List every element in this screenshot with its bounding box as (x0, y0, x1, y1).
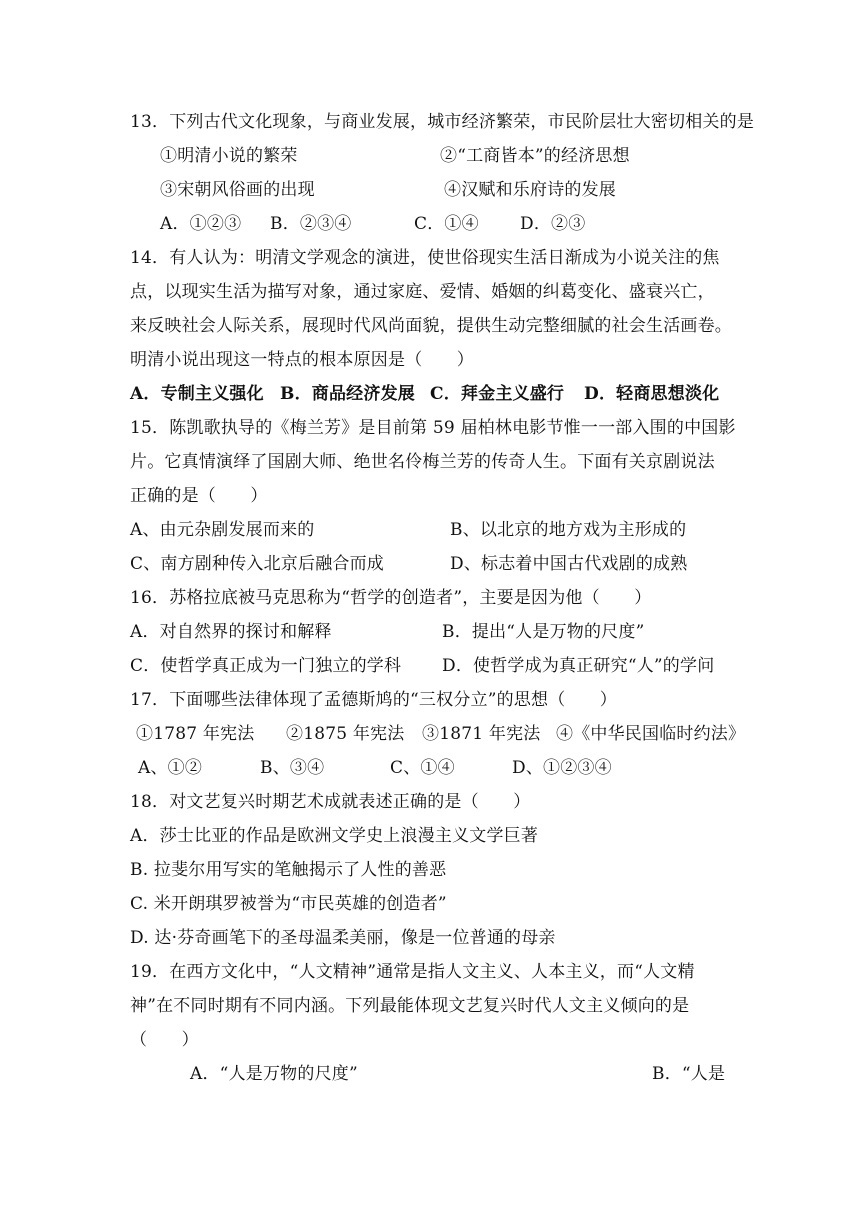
q13-option-b: B．②③④ (270, 214, 352, 234)
q15-line-1: 15．陈凯歌执导的《梅兰芳》是目前第 59 届柏林电影节惟一一部入围的中国影 (130, 418, 736, 438)
q16-stem: 16．苏格拉底被马克思称为“哲学的创造者”，主要是因为他（ ） (130, 588, 652, 608)
q13-item-1: ①明清小说的繁荣 (160, 146, 298, 166)
q18-option-c: C. 米开朗琪罗被誉为“市民英雄的创造者” (130, 894, 447, 914)
q17-item-4: ④《中华民国临时约法》 (556, 724, 746, 744)
q17-option-c: C、①④ (390, 758, 455, 778)
q15-option-b: B、以北京的地方戏为主形成的 (450, 520, 687, 540)
q17-stem: 17．下面哪些法律体现了孟德斯鸠的“三权分立”的思想（ ） (130, 690, 618, 710)
q14-option-d: D．轻商思想淡化 (584, 384, 720, 404)
q19-line-1: 19．在西方文化中，“人文精神”通常是指人文主义、人本主义，而“人文精 (130, 962, 695, 982)
q19-option-a: A．“人是万物的尺度” (190, 1064, 358, 1084)
q14-option-c: C．拜金主义盛行 (430, 384, 565, 404)
q16-option-d: D．使哲学成为真正研究“人”的学问 (442, 656, 715, 676)
q14-line-4: 明清小说出现这一特点的根本原因是（ ） (130, 350, 474, 370)
q14-line-3: 来反映社会人际关系，展现时代风尚面貌，提供生动完整细腻的社会生活画卷。 (130, 316, 732, 336)
q14-option-b: B．商品经济发展 (280, 384, 415, 404)
q14-option-a: A．专制主义强化 (130, 384, 264, 404)
q15-line-2: 片。它真情演绎了国剧大师、绝世名伶梅兰芳的传奇人生。下面有关京剧说法 (130, 452, 715, 472)
q13-item-4: ④汉赋和乐府诗的发展 (444, 180, 616, 200)
q15-option-c: C、南方剧种传入北京后融合而成 (130, 554, 385, 574)
q19-option-b: B．“人是 (652, 1064, 726, 1084)
q17-option-a: A、①② (138, 758, 203, 778)
q17-item-3: ③1871 年宪法 (422, 724, 541, 744)
q15-option-d: D、标志着中国古代戏剧的成熟 (450, 554, 688, 574)
q15-line-3: 正确的是（ ） (130, 486, 268, 506)
q16-option-c: C．使哲学真正成为一门独立的学科 (130, 656, 402, 676)
q13-item-3: ③宋朝风俗画的出现 (160, 180, 315, 200)
q18-stem: 18．对文艺复兴时期艺术成就表述正确的是（ ） (130, 792, 531, 812)
q14-line-1: 14．有人认为：明清文学观念的演进，使世俗现实生活日渐成为小说关注的焦 (130, 248, 720, 268)
q17-item-2: ②1875 年宪法 (286, 724, 405, 744)
q13-stem: 13．下列古代文化现象，与商业发展，城市经济繁荣，市民阶层壮大密切相关的是 (130, 112, 755, 132)
q17-option-b: B、③④ (260, 758, 325, 778)
q18-option-d: D. 达·芬奇画笔下的圣母温柔美丽，像是一位普通的母亲 (130, 928, 556, 948)
q13-option-d: D．②③ (520, 214, 586, 234)
q13-option-c: C．①④ (414, 214, 479, 234)
q13-item-2: ②“工商皆本”的经济思想 (440, 146, 630, 166)
q15-option-a: A、由元杂剧发展而来的 (130, 520, 315, 540)
q16-option-b: B．提出“人是万物的尺度” (442, 622, 645, 642)
q16-option-a: A．对自然界的探讨和解释 (130, 622, 332, 642)
q18-option-b: B. 拉斐尔用写实的笔触揭示了人性的善恶 (130, 860, 447, 880)
q19-line-2: 神”在不同时期有不同内涵。下列最能体现文艺复兴时代人文主义倾向的是 (130, 996, 690, 1016)
q19-line-3: （ ） (130, 1030, 199, 1050)
q17-option-d: D、①②③④ (512, 758, 612, 778)
q14-line-2: 点，以现实生活为描写对象，通过家庭、爱情、婚姻的纠葛变化、盛衰兴亡， (130, 282, 715, 302)
q18-option-a: A．莎士比亚的作品是欧洲文学史上浪漫主义文学巨著 (130, 826, 539, 846)
q13-option-a: A．①②③ (160, 214, 242, 234)
q17-item-1: ①1787 年宪法 (136, 724, 255, 744)
